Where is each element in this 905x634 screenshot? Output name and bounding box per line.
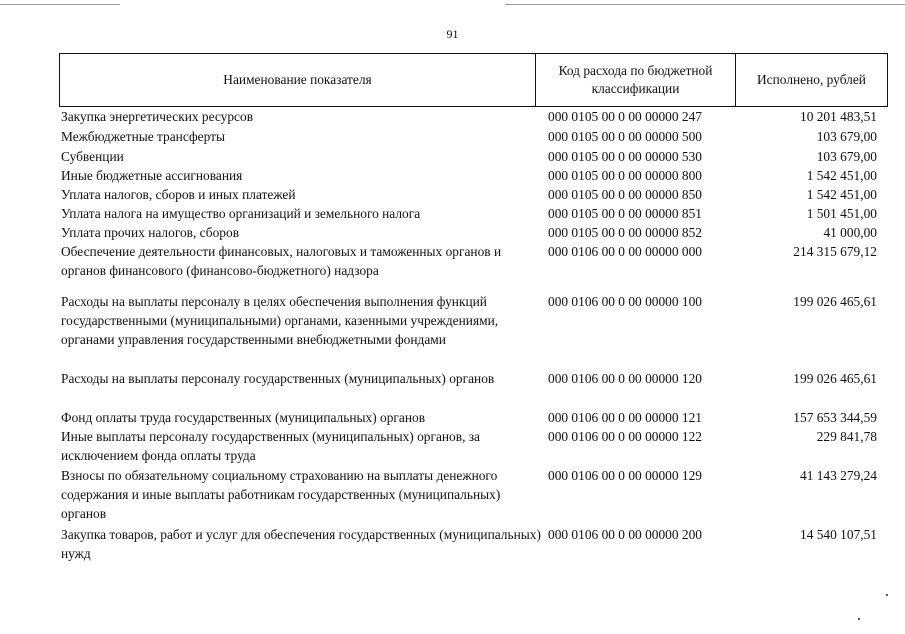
row-value: 229 841,78: [816, 429, 877, 444]
row-name: Уплата налога на имущество организаций и земельного налога: [61, 206, 421, 221]
table-header: [59, 53, 888, 107]
row-value: 103 679,00: [816, 129, 877, 144]
table-row: [59, 408, 888, 427]
row-name: Уплата налогов, сборов и иных платежей: [61, 187, 296, 202]
row-value: 14 540 107,51: [800, 527, 877, 542]
row-name: Закупка товаров, работ и услуг для обеспечения государственных (муниципальных) нужд: [61, 527, 541, 562]
row-value: 1 542 451,00: [806, 187, 877, 202]
scan-edge-line: [505, 4, 905, 5]
row-code: 000 0105 00 0 00 00000 851: [548, 206, 702, 221]
page-number: 91: [446, 27, 459, 41]
row-code: 000 0106 00 0 00 00000 100: [548, 294, 702, 309]
row-name: Взносы по обязательному социальному страхованию на выплаты денежного содержания и иные выплаты работникам государственных (муниципальных) органов: [61, 468, 501, 522]
row-value: 199 026 465,61: [793, 371, 877, 386]
row-name: Обеспечение деятельности финансовых, налоговых и таможенных органов и органов финансового (финансово-бюджетного) надзора: [61, 244, 502, 279]
header-code: Код расхода по бюджетной классификации: [535, 54, 735, 106]
row-value: 1 501 451,00: [806, 206, 877, 221]
row-value: 41 143 279,24: [800, 468, 877, 483]
row-name: Субвенции: [61, 149, 124, 164]
row-code: 000 0105 00 0 00 00000 530: [548, 149, 702, 164]
table-row: [59, 204, 888, 223]
row-code: 000 0106 00 0 00 00000 121: [548, 410, 702, 425]
table-row: [59, 107, 888, 127]
row-name: Расходы на выплаты персоналу государственных (муниципальных) органов: [61, 371, 495, 386]
scan-speck: [886, 594, 888, 596]
row-name: Фонд оплаты труда государственных (муниципальных) органов: [61, 410, 426, 425]
expenditure-table: [59, 53, 888, 564]
row-value: 214 315 679,12: [793, 244, 877, 259]
row-name: Уплата прочих налогов, сборов: [61, 225, 240, 240]
row-value: 157 653 344,59: [793, 410, 877, 425]
row-name: Расходы на выплаты персоналу в целях обеспечения выполнения функций государственными (муниципальными) органами, казенными учреждениями, органами управления государственными внебюджетными фондами: [61, 294, 499, 348]
row-code: 000 0106 00 0 00 00000 120: [548, 371, 702, 386]
row-code: 000 0106 00 0 00 00000 200: [548, 527, 702, 542]
header-name: Наименование показателя: [223, 72, 372, 87]
scan-speck: [858, 618, 860, 620]
row-value: 199 026 465,61: [793, 294, 877, 309]
table-row: [59, 369, 888, 408]
table-row: [59, 127, 888, 147]
table-row: [59, 166, 888, 185]
table-row: [59, 147, 888, 166]
row-value: 41 000,00: [823, 225, 877, 240]
table-row: [59, 185, 888, 204]
table-row: [59, 427, 888, 466]
row-code: 000 0105 00 0 00 00000 852: [548, 225, 702, 240]
row-code: 000 0106 00 0 00 00000 000: [548, 244, 702, 259]
row-code: 000 0105 00 0 00 00000 500: [548, 129, 702, 144]
row-name: Иные бюджетные ассигнования: [61, 168, 243, 183]
row-value: 1 542 451,00: [806, 168, 877, 183]
row-code: 000 0105 00 0 00 00000 850: [548, 187, 702, 202]
row-code: 000 0106 00 0 00 00000 129: [548, 468, 702, 483]
header-executed: Исполнено, рублей: [735, 54, 887, 106]
table-row: [59, 223, 888, 242]
row-code: 000 0105 00 0 00 00000 247: [548, 109, 702, 124]
row-code: 000 0106 00 0 00 00000 122: [548, 429, 702, 444]
table-row: [59, 292, 888, 369]
row-name: Закупка энергетических ресурсов: [61, 109, 254, 124]
table-row: [59, 242, 888, 292]
row-code: 000 0105 00 0 00 00000 800: [548, 168, 702, 183]
table-row: [59, 466, 888, 525]
scan-edge-line: [0, 4, 120, 5]
row-value: 103 679,00: [816, 149, 877, 164]
table-row: [59, 525, 888, 564]
row-name: Иные выплаты персоналу государственных (муниципальных) органов, за исключением фонда оплаты труда: [61, 429, 481, 464]
row-name: Межбюджетные трансферты: [61, 129, 225, 144]
row-value: 10 201 483,51: [800, 109, 877, 124]
